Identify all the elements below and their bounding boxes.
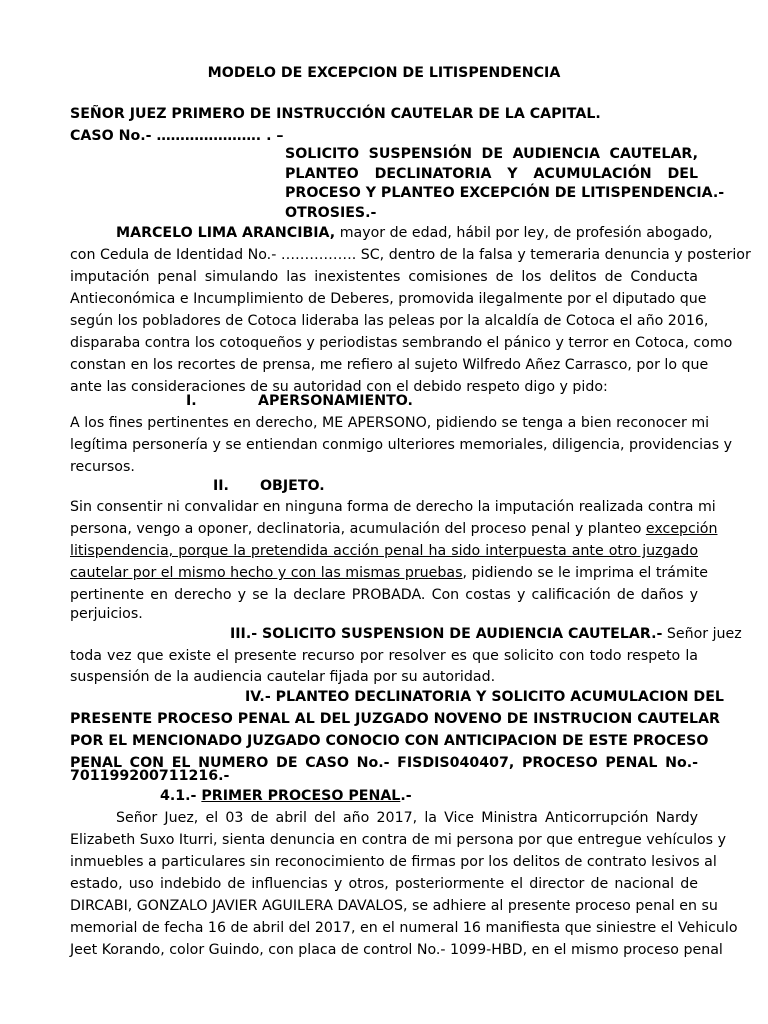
- section-title: APERSONAMIENTO.: [258, 393, 413, 409]
- petitioner-name: MARCELO LIMA ARANCIBIA,: [116, 225, 336, 241]
- summary-line: PLANTEO DECLINATORIA Y ACUMULACIÓN DEL: [285, 166, 698, 182]
- section-2-line: Sin consentir ni convalidar en ninguna forma de derecho la imputación realizada contra mi: [70, 499, 716, 515]
- intro-text: mayor de edad, hábil por ley, de profesión abogado,: [335, 225, 713, 241]
- intro-line: disparaba contra los cotoqueños y periodistas sembrando el pánico y terror en Cotoca, como: [70, 335, 733, 351]
- subsection-4-1-line: inmuebles a particulares sin reconocimiento de firmas por los delitos de contrato lesivos al: [70, 854, 717, 870]
- underlined-text: excepción: [645, 521, 718, 537]
- intro-line: ante las consideraciones de su autoridad con el debido respeto digo y pido:: [70, 379, 608, 395]
- subsection-4-1-line: Jeet Korando, color Guindo, con placa de control No.- 1099-HBD, en el mismo proceso penal: [70, 942, 723, 958]
- subsection-4-1-heading: [160, 785, 698, 807]
- intro-line: imputación penal simulando las inexistentes comisiones de los delitos de Conducta: [70, 269, 698, 285]
- subsection-4-1-line: memorial de fecha 16 de abril del 2017, en el numeral 16 manifiesta que siniestre el Vehiculo: [70, 920, 738, 936]
- subsection-4-1-line: Señor Juez, el 03 de abril del año 2017, la Vice Ministra Anticorrupción Nardy: [116, 810, 698, 826]
- subsection-4-1-line: DIRCABI, GONZALO JAVIER AGUILERA DAVALOS, se adhiere al presente proceso penal en su: [70, 898, 718, 914]
- section-3-text: Señor juez: [662, 626, 742, 642]
- section-4-heading-line: IV.- PLANTEO DECLINATORIA Y SOLICITO ACUMULACION DEL: [245, 689, 724, 705]
- section-title: OBJETO.: [260, 478, 325, 494]
- subsection-title: PRIMER PROCESO PENAL: [201, 788, 401, 804]
- subsection-4-1-line: estado, uso indebido de influencias y otros, posteriormente el director de nacional de: [70, 876, 698, 892]
- case-number: CASO No.- …………………. . –: [70, 128, 284, 144]
- section-1-line: legítima personería y se entiendan conmigo ulteriores memoriales, diligencia, providencias y: [70, 437, 733, 453]
- intro-line: según los pobladores de Cotoca lideraba las peleas por la alcaldía de Cotoca el año 2016,: [70, 313, 709, 329]
- section-2-line: [70, 562, 709, 584]
- section-4-heading-line: 701199200711216.-: [70, 768, 230, 784]
- section-4-heading-line: POR EL MENCIONADO JUZGADO CONOCIO CON ANTICIPACION DE ESTE PROCESO: [70, 733, 709, 749]
- document-title: MODELO DE EXCEPCION DE LITISPENDENCIA: [207, 65, 561, 81]
- section-title: III.- SOLICITO SUSPENSION DE AUDIENCIA CAUTELAR.-: [230, 626, 663, 642]
- intro-line: con Cedula de Identidad No.- ……………. SC, dentro de la falsa y temeraria denuncia y posterior: [70, 247, 751, 263]
- subsection-suffix: .-: [400, 788, 412, 804]
- section-4-heading-line: PRESENTE PROCESO PENAL AL DEL JUZGADO NOVENO DE INSTRUCION CAUTELAR: [70, 711, 720, 727]
- intro-line: constan en los recortes de prensa, me refiero al sujeto Wilfredo Añez Carrasco, por lo que: [70, 357, 709, 373]
- section-1-line: A los fines pertinentes en derecho, ME APERSONO, pidiendo se tenga a bien reconocer mi: [70, 415, 710, 431]
- section-number: I.: [186, 393, 197, 409]
- section-2-line: pertinente en derecho y se la declare PROBADA. Con costas y calificación de daños y: [70, 587, 698, 603]
- intro-line: [116, 222, 713, 244]
- summary-line: SOLICITO SUSPENSIÓN DE AUDIENCIA CAUTELAR,: [285, 146, 698, 162]
- addressee: SEÑOR JUEZ PRIMERO DE INSTRUCCIÓN CAUTELAR DE LA CAPITAL.: [70, 106, 601, 122]
- section-2-line: perjuicios.: [70, 606, 143, 622]
- section-2-text: , pidiendo se le imprima el trámite: [462, 565, 709, 581]
- underlined-text: cautelar por el mismo hecho y con las mismas pruebas: [70, 565, 463, 581]
- section-2-line: litispendencia, porque la pretendida acción penal ha sido interpuesta ante otro juzgado: [70, 543, 698, 559]
- summary-line: PROCESO Y PLANTEO EXCEPCIÓN DE LITISPENDENCIA.-: [285, 185, 725, 201]
- summary-line: OTROSIES.-: [285, 205, 377, 221]
- section-3-line: toda vez que existe el presente recurso por resolver es que solicito con todo respeto la: [70, 648, 698, 664]
- section-3-line: suspensión de la audiencia cautelar fijada por su autoridad.: [70, 669, 496, 685]
- section-2-line: [70, 518, 718, 540]
- section-2-text: persona, vengo a oponer, declinatoria, acumulación del proceso penal y planteo: [70, 521, 646, 537]
- section-4-heading-line: PENAL CON EL NUMERO DE CASO No.- FISDIS040407, PROCESO PENAL No.-: [70, 755, 698, 771]
- subsection-number: 4.1.-: [160, 788, 197, 804]
- section-1-line: recursos.: [70, 459, 135, 475]
- subsection-4-1-line: Elizabeth Suxo Iturri, sienta denuncia en contra de mi persona por que entregue vehículos y: [70, 832, 726, 848]
- intro-line: Antieconómica e Incumplimiento de Deberes, promovida ilegalmente por el diputado que: [70, 291, 707, 307]
- section-3-heading: [230, 623, 742, 645]
- section-number: II.: [213, 478, 229, 494]
